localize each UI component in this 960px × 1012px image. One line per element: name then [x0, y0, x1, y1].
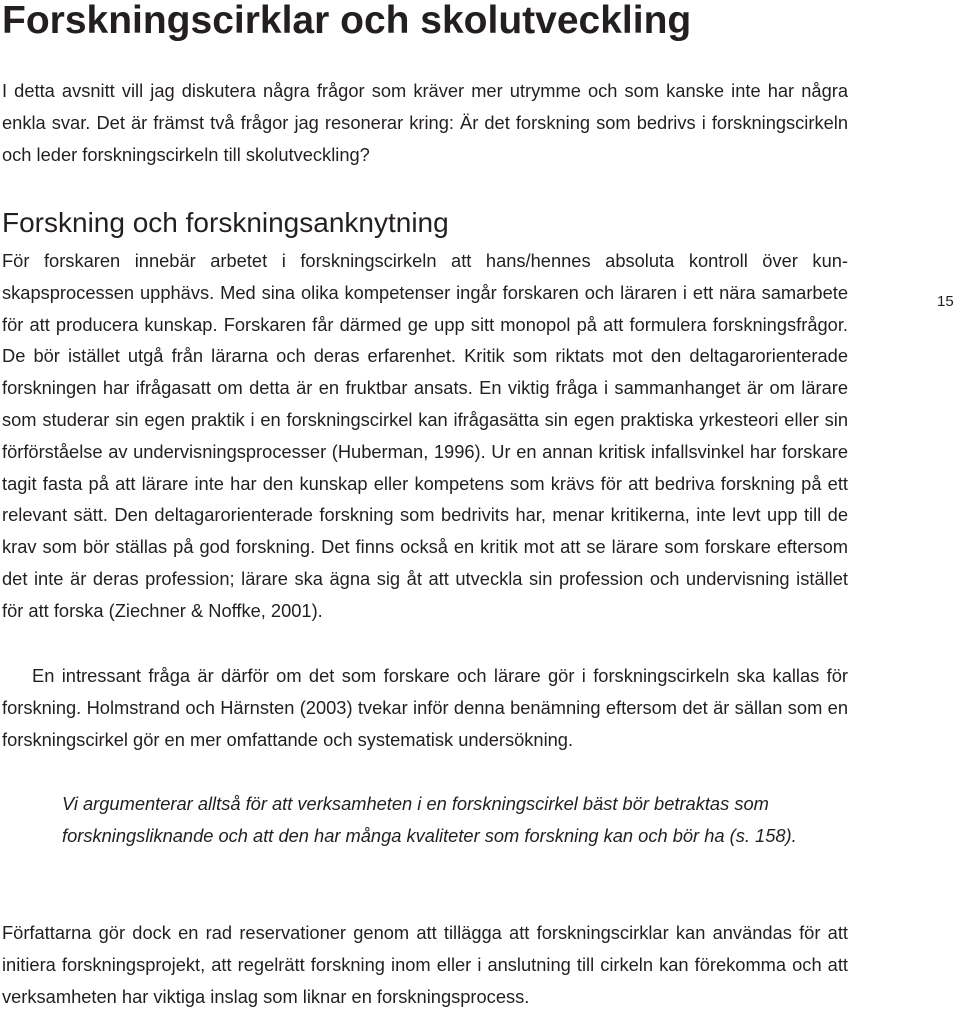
block-quote: Vi argumenterar alltså för att verksamheten i en forskningscirkel bäst bör betraktas som forskningsliknande och att den har många kvaliteter som forskning kan och bör ha (s. 158).	[62, 793, 797, 846]
body-paragraph: För forskaren innebär arbetet i forskningscirkeln att hans/hennes absoluta kontroll över kunskapsprocessen upphävs. Med sina olika kompetenser ingår forskaren och läraren i ett nära samarbete för att producera kunskap. Forskaren får därmed ge upp sitt monopol på att formulera forskningsfrågor. De bör istället utgå från lärarna och deras erfarenhet. Kritik som riktats mot den deltagarorienterade forskningen har ifrågasatt om detta är en fruktbar ansats. En viktig fråga i sammanhanget är om lärare som studerar sin egen praktik i en forskningscirkel kan ifrågasätta sin egen praktiska yrkesteori eller sin förförståelse av undervisningsprocesser (Huberman, 1996). Ur en annan kritisk infallsvinkel har forskare tagit fasta på att lärare inte har den kunskap eller kompetens som krävs för att bedriva forskning på ett relevant sätt. Den deltagarorienterade forskning som bedrivits har, menar kritikerna, inte levt upp till de krav som bör ställas på god forskning. Det finns också en kritik mot att se lärare som forskare eftersom det inte är deras profession; lärare ska ägna sig åt att utveckla sin profession och undervisning istället för att forska (Ziechner & Noffke, 2001).	[2, 250, 848, 621]
intro-paragraph: I detta avsnitt vill jag diskutera några frågor som kräver mer utrymme och som kanske inte har några enkla svar. Det är främst två frågor jag resonerar kring: Är det forskning som bedrivs i forskningscirkeln och leder forskningscirkeln till skolutveckling?	[2, 80, 848, 165]
page-number: 15	[937, 293, 954, 310]
body-paragraph: Författarna gör dock en rad reservationer genom att tillägga att forskningscirklar kan användas för att initiera forskningsprojekt, att regelrätt forskning inom eller i anslutning till cirkeln kan förekomma och att verksamheten har viktiga inslag som liknar en forskningsprocess.	[2, 922, 848, 1007]
body-paragraph-indented: En intressant fråga är därför om det som forskare och lärare gör i forskningscirkeln ska kallas för forskning. Holmstrand och Härnsten (2003) tvekar inför denna benämning eftersom det är sällan som en forskningscirkel gör en mer omfattande och systematisk undersökning.	[2, 665, 848, 750]
section-heading: Forskning och forskningsanknytning	[2, 207, 449, 238]
page-title: Forskningscirklar och skolutveckling	[2, 0, 692, 42]
